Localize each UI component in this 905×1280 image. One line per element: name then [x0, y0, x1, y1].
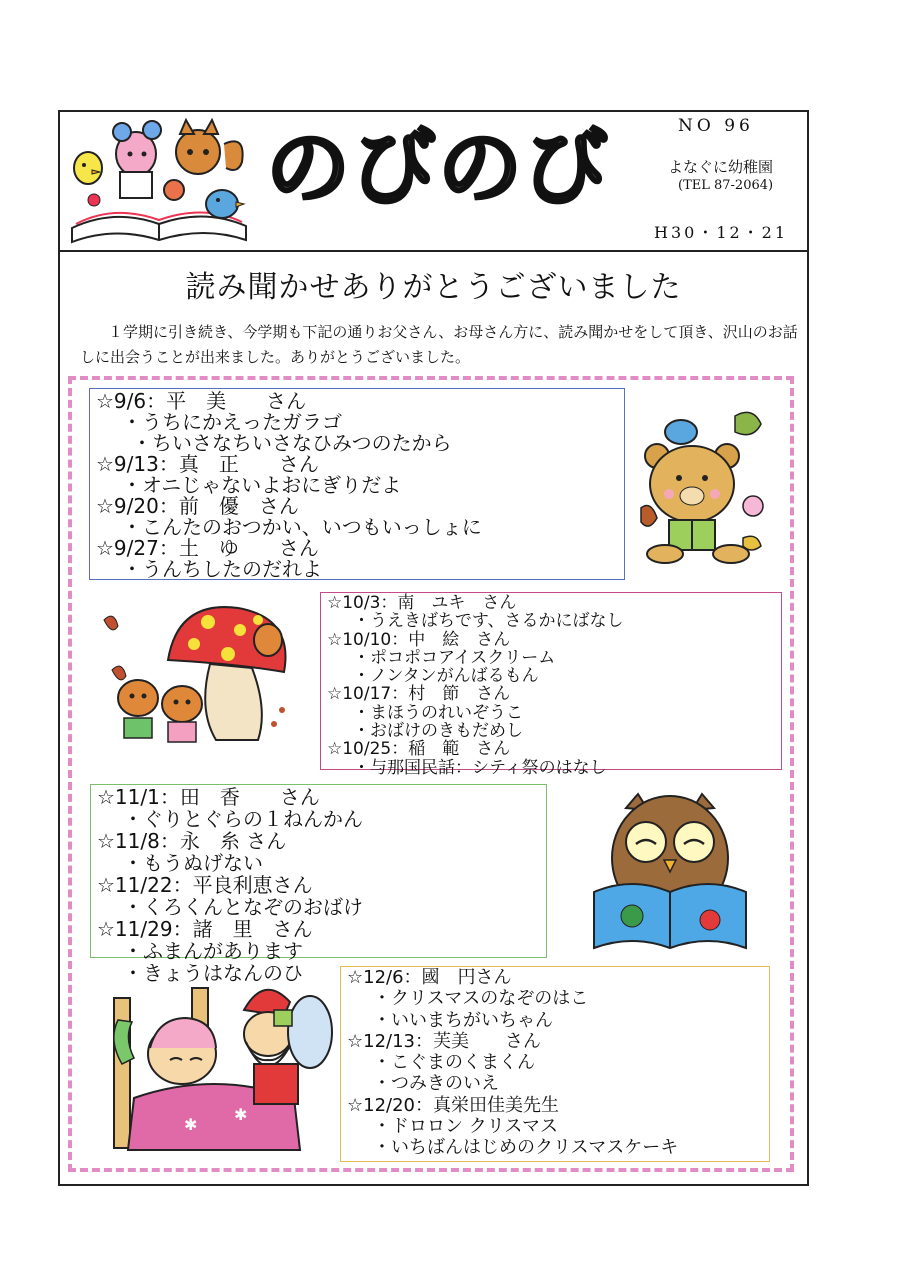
- issue-number: NO 96: [678, 116, 754, 136]
- december-reader-line: ☆12/20：真栄田佳美先生: [347, 1094, 560, 1116]
- september-book-line: ・うちにかえったガラゴ: [122, 410, 342, 434]
- december-reader-line: ☆12/13：芙美 さん: [347, 1030, 542, 1052]
- newsletter-sheet: [58, 110, 809, 1186]
- september-reader-line: ☆9/6：平 美 さん: [96, 389, 307, 413]
- november-reader-line: ☆11/29：諸 里 さん: [97, 917, 313, 941]
- animals-reading-illustration: [64, 116, 254, 246]
- svg-text:✱: ✱: [234, 1105, 248, 1124]
- november-reader-line: ☆11/1：田 香 さん: [97, 785, 320, 809]
- december-book-line: ・こぐまのくまくん: [373, 1052, 535, 1074]
- september-book-line: ・うんちしたのだれよ: [122, 557, 322, 581]
- november-book-line: ・ぐりとぐらの１ねんかん: [123, 807, 363, 831]
- school-name: よなぐに幼稚園: [668, 158, 774, 176]
- mushroom-squirrels-illustration: [98, 600, 298, 760]
- december-book-line: ・つみきのいえ: [373, 1073, 499, 1095]
- october-book-line: ・うえきばちです、さるかにばなし: [353, 611, 624, 632]
- bear-reading-illustration: [635, 398, 775, 568]
- november-book-line: ・きょうはなんのひ: [123, 961, 303, 985]
- december-book-line: ・いちばんはじめのクリスマスケーキ: [373, 1137, 679, 1159]
- november-book-line: ・もうぬげない: [123, 851, 263, 875]
- october-list: [320, 592, 782, 778]
- october-book-line: ・ノンタンがんばるもん: [353, 666, 539, 687]
- september-list: [89, 388, 625, 580]
- december-book-line: ・クリスマスのなぞのはこ: [373, 988, 589, 1010]
- intro-paragraph: １学期に引き続き、今学期も下記の通りお父さん、お母さん方に、読み聞かせをして頂き、沢山のお話しに出会うことが出来ました。ありがとうございました。: [80, 323, 798, 366]
- november-reader-line: ☆11/22：平良利恵さん: [97, 873, 313, 897]
- headline: 読み聞かせありがとうございました: [185, 270, 682, 305]
- santa-child-illustration: [104, 980, 334, 1156]
- december-book-line: ・ドロロン クリスマス: [373, 1116, 559, 1138]
- september-reader-line: ☆9/20：前 優 さん: [96, 494, 299, 518]
- october-reader-line: ☆10/10：中 絵 さん: [327, 629, 511, 650]
- owl-reading-illustration: [586, 788, 754, 954]
- header: [60, 112, 807, 252]
- svg-text:✱: ✱: [184, 1115, 198, 1134]
- issue-date: H30・12・21: [654, 223, 789, 242]
- september-book-line: ・ちいさなちいさなひみつのたから: [132, 431, 452, 455]
- october-book-line: ・おばけのきもだめし: [353, 721, 523, 742]
- november-book-line: ・くろくんとなぞのおばけ: [123, 895, 363, 919]
- october-reader-line: ☆10/17：村 節 さん: [327, 684, 511, 705]
- october-reader-line: ☆10/3：南 ユキ さん: [327, 593, 517, 613]
- november-book-line: ・ふまんがあります: [123, 939, 303, 963]
- october-book-line: ・ポコポコアイスクリーム: [353, 647, 556, 668]
- october-reader-line: ☆10/25：稲 範 さん: [327, 739, 511, 760]
- november-reader-line: ☆11/8：永 糸 さん: [97, 829, 287, 853]
- september-book-line: ・こんたのおつかい、いつもいっしょに: [122, 515, 482, 539]
- december-list: [340, 966, 770, 1162]
- september-reader-line: ☆9/13：真 正 さん: [96, 452, 319, 476]
- december-reader-line: ☆12/6：國 円さん: [347, 967, 512, 988]
- october-book-line: ・与那国民話：シティ祭のはなし: [353, 757, 607, 778]
- october-book-line: ・まほうのれいぞうこ: [353, 702, 523, 723]
- school-telephone: (TEL 87-2064): [678, 178, 774, 193]
- september-reader-line: ☆9/27：土 ゆ さん: [96, 536, 319, 560]
- september-book-line: ・オニじゃないよおにぎりだよ: [122, 473, 402, 497]
- december-book-line: ・いいまちがいちゃん: [373, 1009, 553, 1031]
- masthead-title: のびのび: [266, 119, 611, 217]
